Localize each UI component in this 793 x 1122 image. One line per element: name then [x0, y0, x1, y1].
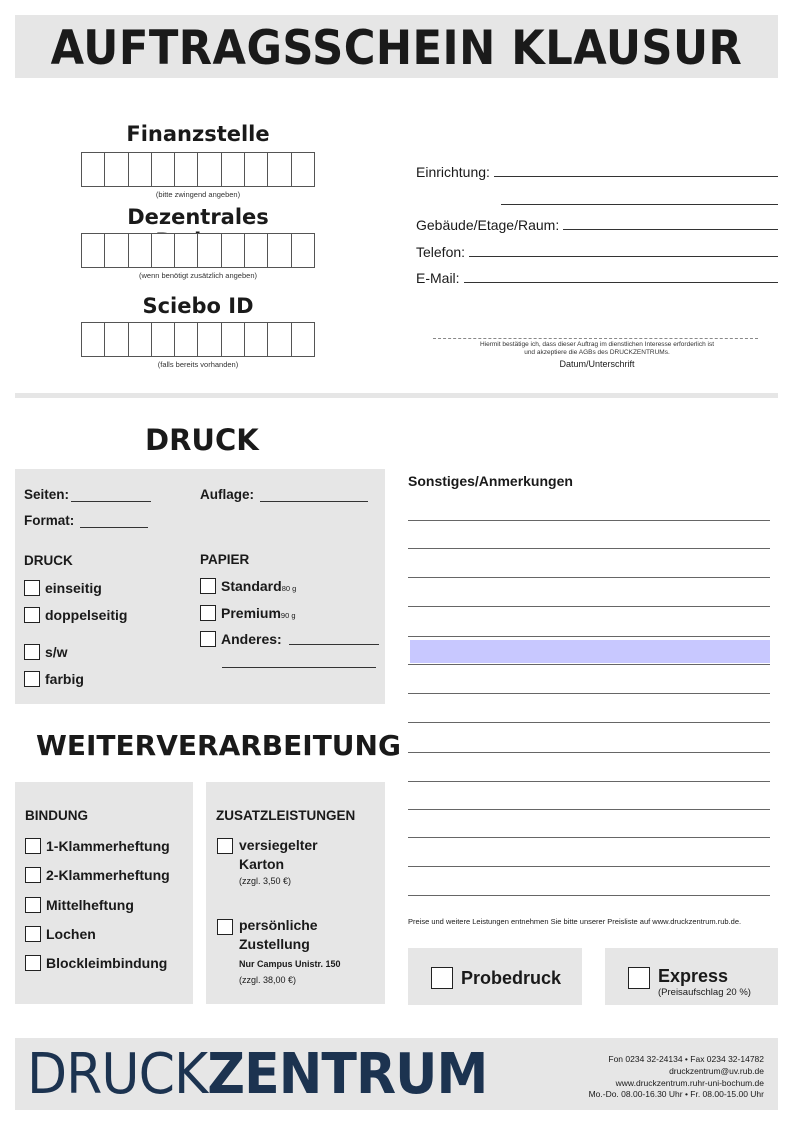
standard-option[interactable]	[200, 578, 296, 594]
bindung-label: Lochen	[46, 926, 96, 942]
email-label: E-Mail:	[416, 270, 460, 286]
sciebo-title: Sciebo ID	[142, 294, 254, 318]
weiterverarbeitung-title: WEITERVERARBEITUNG	[36, 729, 401, 762]
header-bar	[15, 15, 778, 78]
note-line[interactable]	[408, 809, 770, 810]
budget-title: Dezentrales	[127, 205, 269, 229]
karton-price: (zzgl. 3,50 €)	[239, 876, 292, 886]
bindung-option[interactable]	[25, 867, 170, 883]
sciebo-hint: (falls bereits vorhanden)	[157, 360, 239, 369]
bindung-label: Blockleimbindung	[46, 955, 168, 971]
bindung-option[interactable]	[25, 838, 170, 854]
premium-label: Premium	[221, 605, 281, 621]
premium-grams: 90 g	[280, 611, 296, 620]
note-line[interactable]	[408, 693, 770, 694]
note-line[interactable]	[408, 866, 770, 867]
karton-checkbox[interactable]	[217, 838, 233, 854]
seiten-label: Seiten:	[24, 487, 70, 502]
note-line[interactable]	[408, 664, 770, 665]
zusatz-heading: ZUSATZLEISTUNGEN	[216, 808, 356, 823]
bindung-checkbox[interactable]	[25, 955, 41, 971]
format-label: Format:	[24, 513, 75, 528]
bindung-checkbox[interactable]	[25, 838, 41, 854]
finanzstelle-hint: (bitte zwingend angeben)	[155, 190, 241, 199]
page-title: AUFTRAGSSCHEIN KLAUSUR	[50, 21, 743, 76]
einseitig-option[interactable]	[24, 580, 102, 596]
bindung-panel	[15, 782, 193, 1004]
note-line[interactable]	[408, 837, 770, 838]
finanzstelle-boxes[interactable]	[81, 152, 315, 187]
farbig-checkbox[interactable]	[24, 671, 40, 687]
signature-line[interactable]	[433, 338, 758, 339]
format-field[interactable]	[24, 513, 148, 528]
note-line[interactable]	[408, 577, 770, 578]
probedruck-label: Probedruck	[461, 968, 562, 988]
zustellung-note: Nur Campus Unistr. 150	[239, 959, 341, 969]
bindung-option[interactable]	[25, 955, 167, 971]
gebaeude-field[interactable]	[416, 213, 778, 233]
anderes-checkbox[interactable]	[200, 631, 216, 647]
probedruck-box[interactable]	[408, 948, 582, 1005]
footer-email: druckzentrum@uv.rub.de	[669, 1066, 764, 1076]
gebaeude-label: Gebäude/Etage/Raum:	[416, 217, 560, 233]
zustellung-price: (zzgl. 38,00 €)	[239, 975, 297, 985]
papier-heading: PAPIER	[200, 552, 250, 567]
standard-label: Standard	[221, 578, 282, 594]
druckzentrum-logo: DRUCKZENTRUM	[27, 1042, 488, 1107]
notes-title: Sonstiges/Anmerkungen	[408, 473, 573, 489]
einseitig-checkbox[interactable]	[24, 580, 40, 596]
bindung-heading: BINDUNG	[25, 808, 88, 823]
zustellung-label: persönliche Zustellung	[239, 917, 318, 952]
zusatz-panel	[206, 782, 385, 1004]
probedruck-checkbox[interactable]	[431, 967, 453, 989]
standard-grams: 80 g	[281, 584, 297, 593]
signature-caption: Datum/Unterschrift	[559, 359, 635, 369]
notes-highlight	[410, 640, 770, 663]
footer-hours: Mo.-Do. 08.00-16.30 Uhr • Fr. 08.00-15.00 Uhr	[588, 1089, 764, 1099]
doppelseitig-checkbox[interactable]	[24, 607, 40, 623]
premium-option[interactable]	[200, 605, 296, 621]
bindung-checkbox[interactable]	[25, 897, 41, 913]
sw-label: s/w	[45, 644, 68, 660]
druck-title: DRUCK	[145, 423, 259, 457]
note-line[interactable]	[408, 520, 770, 521]
auflage-label: Auflage:	[200, 487, 254, 502]
bindung-label: 1-Klammerheftung	[46, 838, 170, 854]
einrichtung-line-2[interactable]	[501, 204, 778, 205]
note-line[interactable]	[408, 636, 770, 637]
express-note: (Preisaufschlag 20 %)	[658, 987, 751, 998]
anderes-line-2[interactable]	[222, 667, 376, 668]
note-line[interactable]	[408, 722, 770, 723]
finanzstelle-title: Finanzstelle	[126, 122, 270, 146]
divider	[15, 393, 778, 398]
signature-text-2: und akzeptiere die AGBs des DRUCKZENTRUMs.	[524, 349, 670, 356]
signature-text-1: Hiermit bestätige ich, dass dieser Auftrag im dienstlichen Interesse erforderlich ist	[479, 341, 715, 348]
einrichtung-label: Einrichtung:	[416, 164, 490, 180]
budget-hint: (wenn benötigt zusätzlich angeben)	[139, 271, 257, 280]
standard-checkbox[interactable]	[200, 578, 216, 594]
druck-heading: DRUCK	[24, 553, 73, 568]
express-checkbox[interactable]	[628, 967, 650, 989]
footer	[15, 1038, 778, 1110]
express-box[interactable]	[605, 948, 778, 1005]
express-label: Express	[658, 966, 729, 986]
farbig-label: farbig	[45, 671, 84, 687]
seiten-field[interactable]	[24, 487, 151, 502]
zustellung-checkbox[interactable]	[217, 919, 233, 935]
bindung-label: 2-Klammerheftung	[46, 867, 170, 883]
auflage-field[interactable]	[200, 487, 368, 502]
einseitig-label: einseitig	[45, 580, 102, 596]
doppelseitig-option[interactable]	[24, 607, 127, 623]
telefon-label: Telefon:	[416, 244, 466, 260]
email-field[interactable]	[416, 266, 778, 286]
note-line[interactable]	[408, 895, 770, 896]
bindung-option[interactable]	[25, 926, 96, 942]
karton-label: versiegelter Karton	[239, 837, 318, 872]
einrichtung-field[interactable]	[416, 160, 778, 180]
farbig-option[interactable]	[24, 671, 84, 687]
druck-panel	[15, 469, 385, 704]
doppelseitig-label: doppelseitig	[45, 607, 128, 623]
footer-phone: Fon 0234 32-24134 • Fax 0234 32-14782	[608, 1054, 764, 1064]
anderes-label: Anderes:	[221, 631, 282, 647]
sw-checkbox[interactable]	[24, 644, 40, 660]
note-line[interactable]	[408, 606, 770, 607]
premium-checkbox[interactable]	[200, 605, 216, 621]
anderes-option[interactable]	[200, 631, 379, 647]
sw-option[interactable]	[24, 644, 68, 660]
bindung-checkbox[interactable]	[25, 926, 41, 942]
note-line[interactable]	[408, 752, 770, 753]
bindung-label: Mittelheftung	[46, 897, 134, 913]
telefon-field[interactable]	[416, 240, 778, 260]
bindung-option[interactable]	[25, 897, 134, 913]
bindung-checkbox[interactable]	[25, 867, 41, 883]
note-line[interactable]	[408, 781, 770, 782]
note-line[interactable]	[408, 548, 770, 549]
price-info: Preise und weitere Leistungen entnehmen Sie bitte unserer Preisliste auf www.druckzentrum.rub.de.	[408, 917, 742, 926]
footer-web: www.druckzentrum.ruhr-uni-bochum.de	[615, 1078, 764, 1088]
budget-boxes[interactable]	[81, 233, 315, 268]
sciebo-boxes[interactable]	[81, 322, 315, 357]
